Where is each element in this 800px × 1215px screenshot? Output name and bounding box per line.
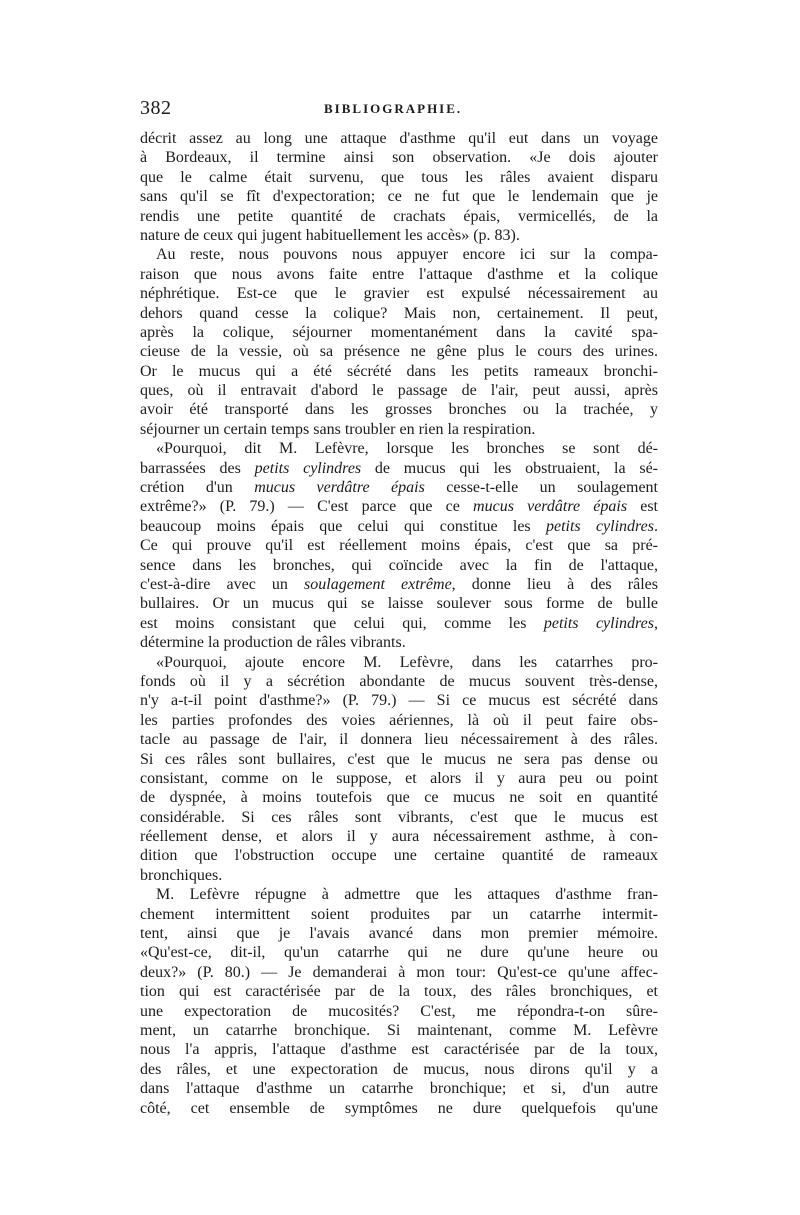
text-line: raison que nous avons faite entre l'attaque d'asthme et la colique xyxy=(140,265,658,283)
text-line: cieuse de la vessie, où sa présence ne gêne plus le cours des urines. xyxy=(140,343,658,361)
text-line: néphrétique. Est-ce que le gravier est expulsé nécessairement au xyxy=(140,285,658,303)
text-line: côté, cet ensemble de symptômes ne dure quelquefois qu'une xyxy=(140,1099,658,1117)
text-line: dans l'attaque d'asthme un catarrhe bronchique; et si, d'un autre xyxy=(140,1080,658,1098)
text-line: consistant, comme on le suppose, et alors il y aura peu ou point xyxy=(140,769,658,787)
text-line: n'y a-t-il point d'asthme?» (P. 79.) — Si ce mucus est sécrété dans xyxy=(140,692,658,710)
text-line: ment, un catarrhe bronchique. Si maintenant, comme M. Lefèvre xyxy=(140,1021,658,1039)
text-line: «Qu'est-ce, dit-il, qu'un catarrhe qui ne dure qu'une heure ou xyxy=(140,944,658,962)
text-line: «Pourquoi, ajoute encore M. Lefèvre, dans les catarrhes pro- xyxy=(156,653,658,671)
text-line: de dyspnée, à moins toutefois que ce mucus ne soit en quantité xyxy=(140,789,658,807)
text-line: chement intermittent soient produites par un catarrhe intermit- xyxy=(140,905,658,923)
text-line: crétion d'un mucus verdâtre épais cesse-t-elle un soulagement xyxy=(140,479,658,497)
text-line: Ce qui prouve qu'il est réellement moins épais, c'est que sa pré- xyxy=(140,537,658,555)
page-number: 382 xyxy=(140,97,172,119)
text-line: considérable. Si ces râles sont vibrants, c'est que le mucus est xyxy=(140,808,658,826)
text-line: décrit assez au long une attaque d'asthme qu'il eut dans un voyage xyxy=(140,130,658,147)
text-line: Au reste, nous pouvons nous appuyer encore ici sur la compa- xyxy=(156,246,658,264)
text-line: sans qu'il se fît d'expectoration; ce ne fut que le lendemain que je xyxy=(140,188,658,206)
body-text xyxy=(140,129,658,1118)
text-line: tent, ainsi que je l'avais avancé dans mon premier mémoire. xyxy=(140,925,658,943)
text-line: bronchiques. xyxy=(140,866,223,884)
text-line: dehors quand cesse la colique? Mais non, certainement. Il peut, xyxy=(140,304,658,322)
text-line: les parties profondes des voies aériennes, là où il peut faire obs- xyxy=(140,711,658,729)
text-line: avoir été transporté dans les grosses bronches ou la trachée, y xyxy=(140,401,658,419)
text-line: est moins consistant que celui qui, comme les petits cylindres, xyxy=(140,614,658,632)
text-line: fonds où il y a sécrétion abondante de mucus souvent très-dense, xyxy=(140,672,658,690)
text-line: c'est-à-dire avec un soulagement extrême, donne lieu à des râles xyxy=(140,575,658,593)
text-line: rendis une petite quantité de crachats épais, vermicellés, de la xyxy=(140,207,658,225)
text-line: séjourner un certain temps sans troubler en rien la respiration. xyxy=(140,420,536,438)
text-line: des râles, et une expectoration de mucus, nous dirons qu'il y a xyxy=(140,1060,658,1078)
text-line: nature de ceux qui jugent habituellement les accès» (p. 83). xyxy=(140,226,520,244)
text-line: dition que l'obstruction occupe une certaine quantité de rameaux xyxy=(140,847,658,865)
text-line: tacle au passage de l'air, il donnera lieu nécessairement à des râles. xyxy=(140,731,658,749)
text-line: bullaires. Or un mucus qui se laisse soulever sous forme de bulle xyxy=(140,595,658,613)
text-line: beaucoup moins épais que celui qui constitue les petits cylindres. xyxy=(140,517,658,535)
text-line: «Pourquoi, dit M. Lefèvre, lorsque les bronches se sont dé- xyxy=(156,440,658,458)
text-line: une expectoration de mucosités? C'est, me répondra-t-on sûre- xyxy=(140,1002,658,1020)
text-line: tion qui est caractérisée par de la toux, des râles bronchiques, et xyxy=(140,983,658,1001)
text-line: M. Lefèvre répugne à admettre que les attaques d'asthme fran- xyxy=(156,886,658,904)
text-line: Or le mucus qui a été sécrété dans les petits rameaux bronchi- xyxy=(140,362,658,380)
text-line: Si ces râles sont bullaires, c'est que le mucus ne sera pas dense ou xyxy=(140,750,658,768)
text-line: barrassées des petits cylindres de mucus qui les obstruaient, la sé- xyxy=(140,459,658,477)
running-head: BIBLIOGRAPHIE. xyxy=(324,101,463,116)
text-line: extrême?» (P. 79.) — C'est parce que ce mucus verdâtre épais est xyxy=(140,498,658,516)
text-line: détermine la production de râles vibrants. xyxy=(140,634,406,652)
text-line: réellement dense, et alors il y aura nécessairement asthme, à con- xyxy=(140,828,658,846)
text-line: ques, où il entravait d'abord le passage de l'air, peut aussi, après xyxy=(140,382,658,400)
text-line: sence dans les bronches, qui coïncide avec la fin de l'attaque, xyxy=(140,556,658,574)
text-line: que le calme était survenu, que tous les râles avaient disparu xyxy=(140,168,658,186)
text-line: nous l'a appris, l'attaque d'asthme est caractérisée par de la toux, xyxy=(140,1041,658,1059)
text-line: après la colique, séjourner momentanément dans la cavité spa- xyxy=(140,323,658,341)
page-header xyxy=(140,97,660,127)
text-line: deux?» (P. 80.) — Je demanderai à mon tour: Qu'est-ce qu'une affec- xyxy=(140,963,658,981)
text-line: à Bordeaux, il termine ainsi son observation. «Je dois ajouter xyxy=(140,149,658,167)
